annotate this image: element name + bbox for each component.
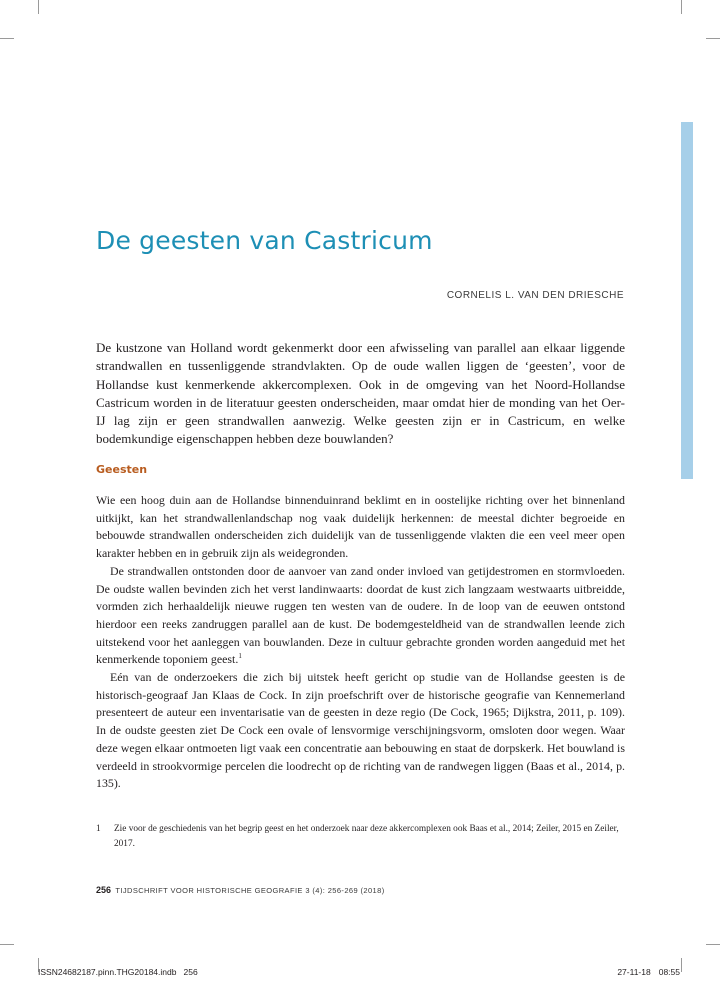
print-slug-time: 08:55 bbox=[658, 967, 680, 977]
crop-mark bbox=[681, 958, 682, 972]
article-author: CORNELIS L. VAN DEN DRIESCHE bbox=[446, 290, 624, 301]
print-slug-file: ISSN24682187.pinn.THG20184.indb 256 bbox=[38, 967, 198, 977]
section-heading: Geesten bbox=[96, 463, 148, 476]
crop-mark bbox=[706, 38, 720, 39]
body-text bbox=[96, 492, 625, 793]
crop-mark bbox=[681, 0, 682, 14]
page-footer bbox=[96, 885, 385, 895]
footnote bbox=[96, 822, 625, 852]
body-paragraph bbox=[96, 563, 625, 669]
body-paragraph: Wie een hoog duin aan de Hollandse binnenduinrand beklimt en in oostelijke richting over het binnenland uitkijkt, kan het strandwallenlandschap nog vaak duidelijk herkennen: de meestal dichter begroeide en bebouwde strandwallen onderscheiden zich duidelijk van de tussenliggende vlakten die een veel meer open karakter hebben en in gebruik zijn als weidegronden. bbox=[96, 493, 625, 561]
print-slug-timestamp bbox=[617, 967, 680, 977]
footnote-text: Zie voor de geschiedenis van het begrip geest en het onderzoek naar deze akkercomplexen ook Baas et al., 2014; Zeiler, 2015 en Zeiler, 2017. bbox=[114, 824, 619, 849]
article-abstract: De kustzone van Holland wordt gekenmerkt door een afwisseling van parallel aan elkaar liggende strandwallen en tussenliggende strandvlakten. Op de oude wallen liggen de ‘geesten’, voor de Hollandse kust kenmerkende akkercomplexen. Ook in de omgeving van het Noord-Hollandse Castricum worden in de literatuur geesten onderscheiden, maar omdat hier de monding van het Oer-IJ lag zijn er geen strandwallen aanwezig. Welke geesten zijn er in Castricum, en welke bodemkundige eigenschappen hebben deze bouwlanden? bbox=[96, 340, 625, 447]
crop-mark bbox=[0, 944, 14, 945]
page-number: 256 bbox=[96, 885, 112, 895]
print-slug-date: 27-11-18 bbox=[617, 967, 651, 977]
crop-mark bbox=[0, 38, 14, 39]
footnote-reference[interactable]: 1 bbox=[238, 652, 242, 661]
footnote-number: 1 bbox=[96, 824, 101, 834]
body-paragraph: Eén van de onderzoekers die zich bij uitstek heeft gericht op studie van de Hollandse geesten is de historisch-geograaf Jan Klaas de Cock. In zijn proefschrift over de historische geografie van Kennemerland presenteert de auteur een inventarisatie van de geesten in deze regio (De Cock, 1965; Dijkstra, 2011, p. 109). In de oudste geesten ziet De Cock een ovale of lensvormige verschijningsvorm, omsloten door wegen. Waar deze wegen elkaar ontmoeten ligt vaak een concentratie aan bebouwing en staat de dorpskerk. Het bouwland is verdeeld in strookvormige percelen die loodrecht op de richting van de randwegen liggen (Baas et al., 2014, p. 135). bbox=[96, 670, 625, 791]
body-paragraph-text: De strandwallen ontstonden door de aanvoer van zand onder invloed van getijdestromen en stormvloeden. De oudste wallen bevinden zich het verst landinwaarts: doordat de kust zich langzaam westwaarts uitbreidde, vormden zich herhaaldelijk nieuwe ruggen ten westen van de oudere. In de loop van de eeuwen ontstond hierdoor een reeks zandruggen parallel aan de kust. De bodemgesteldheid van de strandwallen leende zich uitstekend voor het aanleggen van bouwlanden. Deze in cultuur gebrachte gronden worden aangeduid met het kenmerkende toponiem geest. bbox=[96, 563, 625, 667]
crop-mark bbox=[38, 0, 39, 14]
crop-mark bbox=[706, 944, 720, 945]
article-title: De geesten van Castricum bbox=[96, 226, 433, 255]
journal-citation: TIJDSCHRIFT VOOR HISTORISCHE GEOGRAFIE 3 (4): 256-269 (2018) bbox=[115, 886, 385, 895]
side-color-tab bbox=[681, 122, 693, 479]
